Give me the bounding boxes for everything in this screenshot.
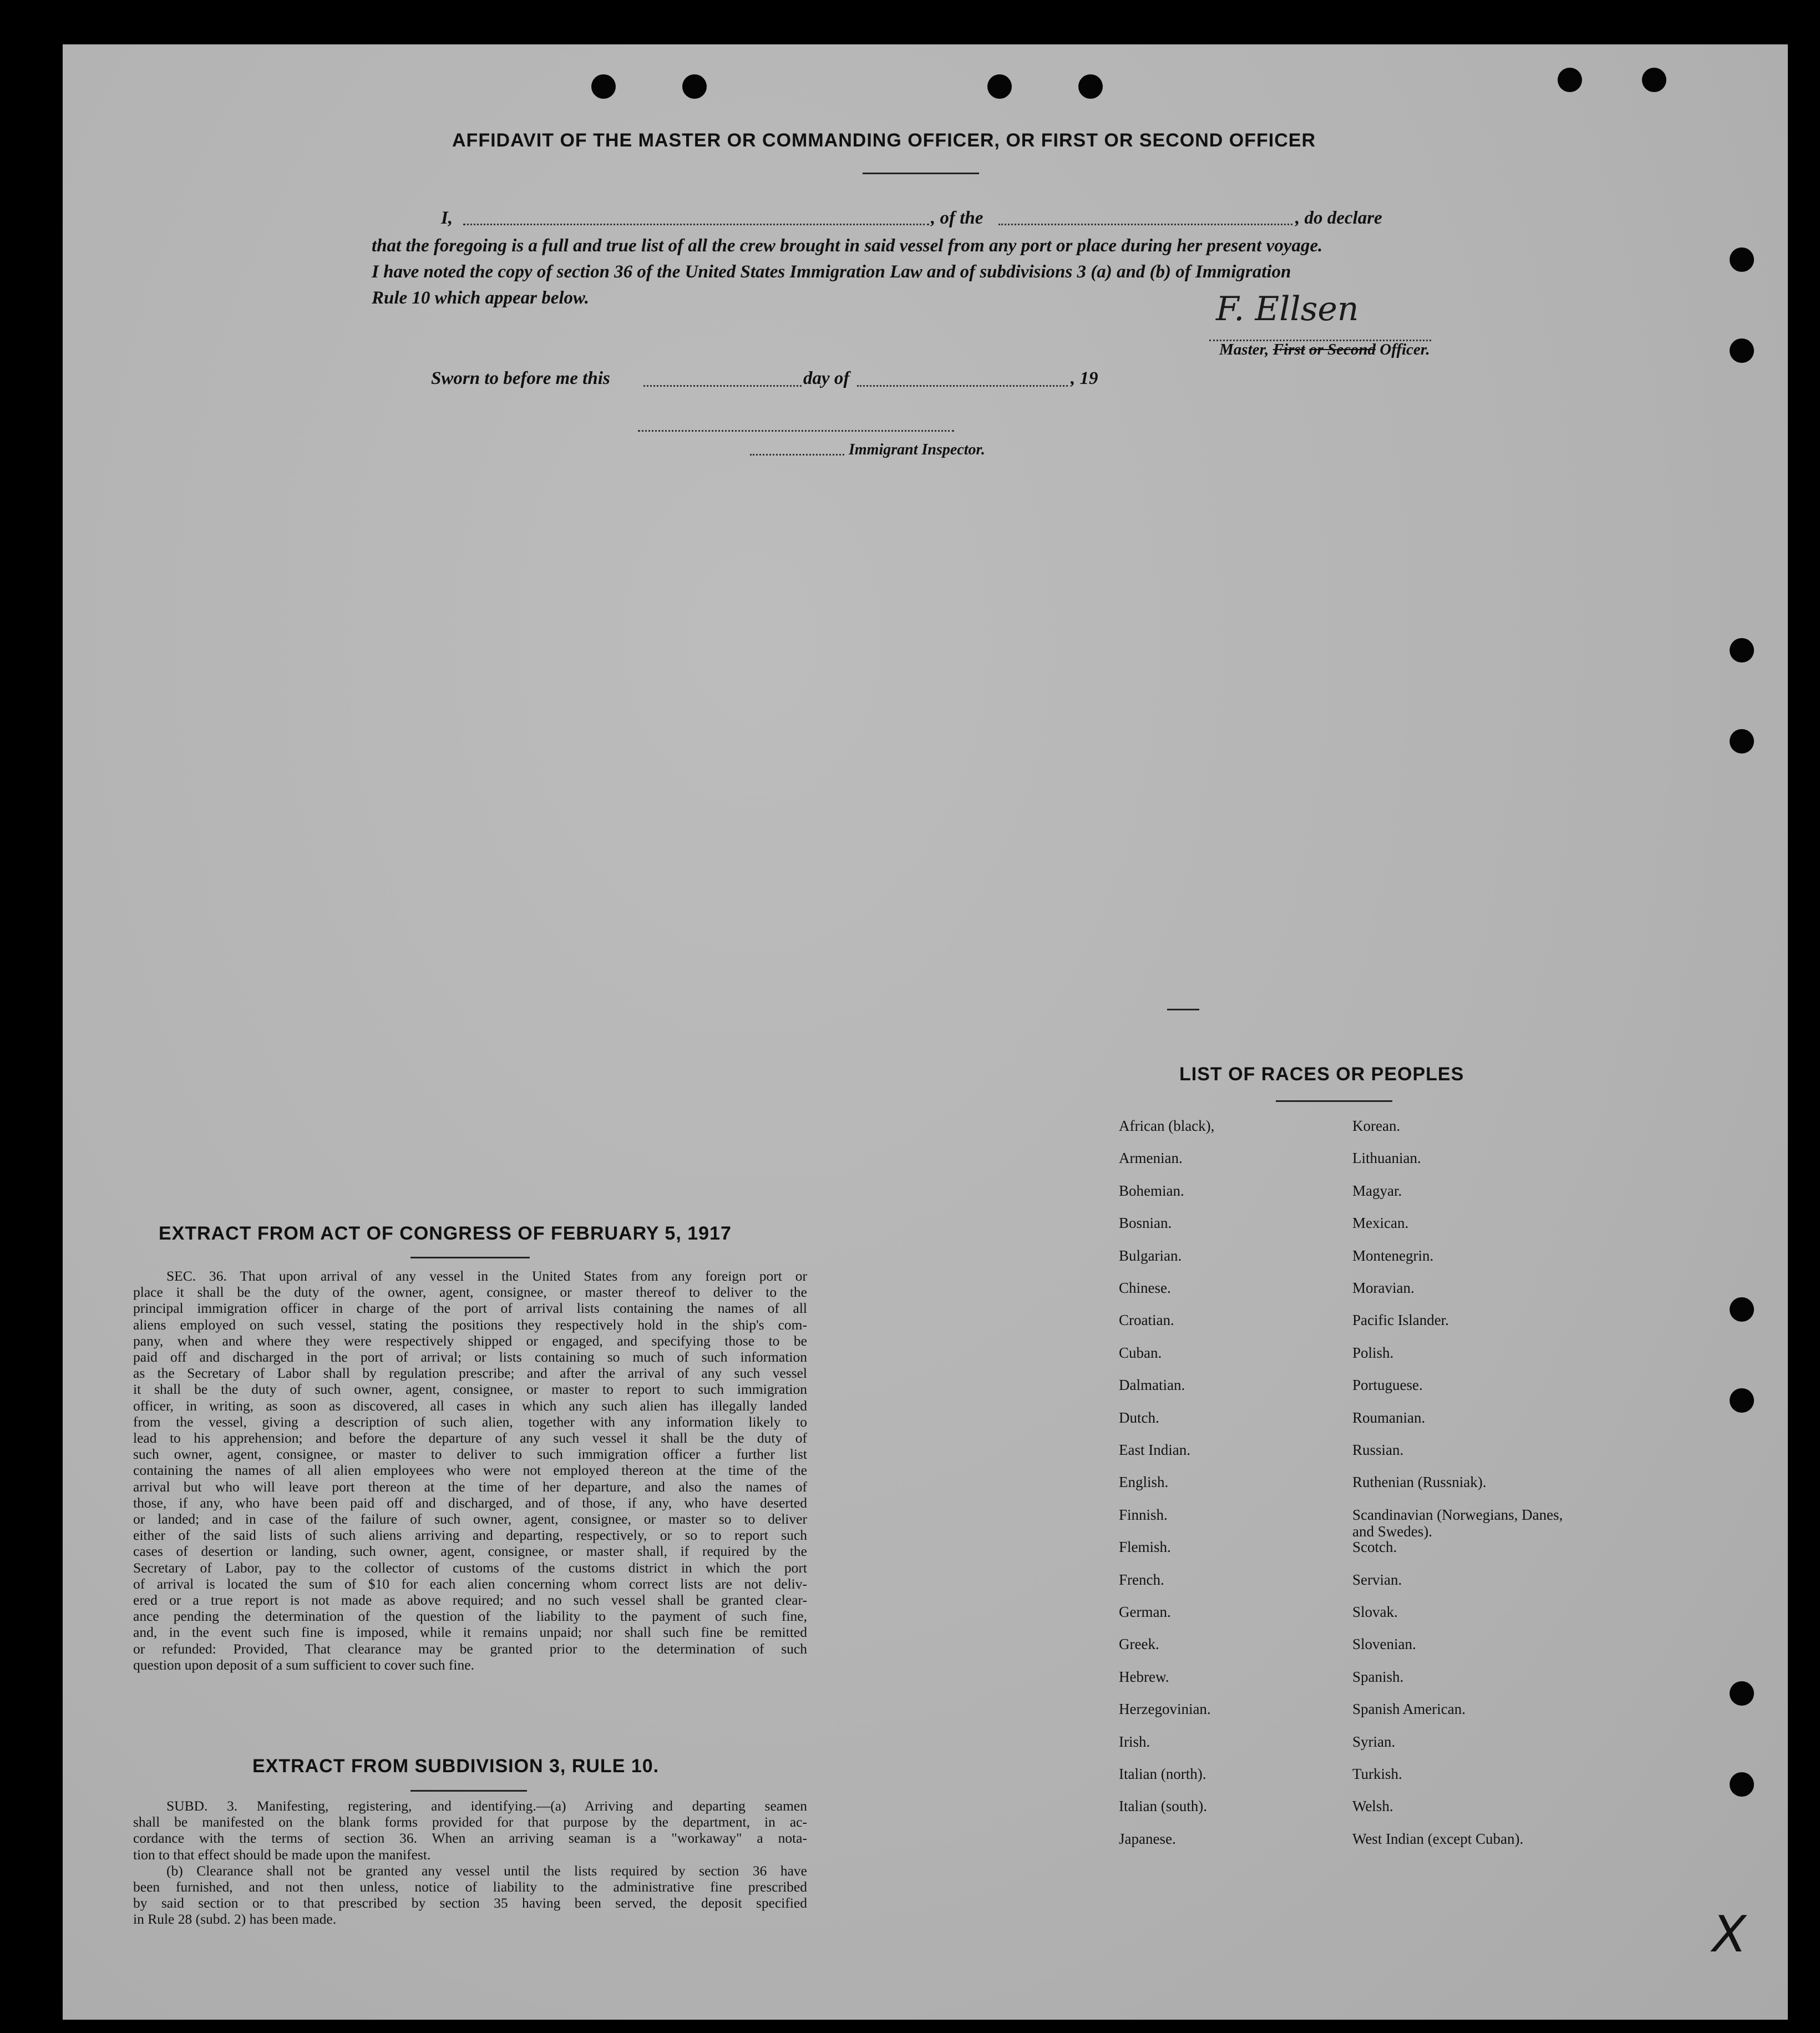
race-item: Servian. bbox=[1352, 1571, 1402, 1588]
race-item: Croatian. bbox=[1119, 1312, 1174, 1329]
extract-rule-rule bbox=[410, 1790, 527, 1792]
extract-line: place it shall be the duty of the owner, agent, consignee, or master thereof to deliver to the bbox=[133, 1284, 807, 1301]
race-item: West Indian (except Cuban). bbox=[1352, 1830, 1524, 1847]
race-item: Welsh. bbox=[1352, 1798, 1393, 1815]
race-item: Mexican. bbox=[1352, 1215, 1409, 1232]
punch-hole bbox=[1078, 74, 1103, 99]
year-label: , 19 bbox=[1071, 368, 1098, 388]
race-item: Dalmatian. bbox=[1119, 1377, 1185, 1394]
race-item: Chinese. bbox=[1119, 1280, 1171, 1296]
vessel-blank bbox=[998, 224, 1292, 225]
stray-mark bbox=[1167, 1009, 1199, 1010]
extract-line: been furnished, and not then unless, notice of liability to the administrative fine prescribed bbox=[133, 1879, 807, 1895]
race-item: Bosnian. bbox=[1119, 1215, 1172, 1232]
extract-line: ered or a true report is not made as above required; and no such vessel shall be granted clear- bbox=[133, 1592, 807, 1608]
race-item: Scandinavian (Norwegians, Danes, and Swedes). bbox=[1352, 1506, 1563, 1540]
extract-line: from the vessel, giving a description of such alien, together with any information likely to bbox=[133, 1413, 807, 1430]
punch-hole bbox=[1730, 338, 1754, 363]
race-item: Bohemian. bbox=[1119, 1182, 1184, 1199]
extract-act-title: EXTRACT FROM ACT OF CONGRESS OF FEBRUARY 5, 1917 bbox=[159, 1223, 732, 1244]
punch-hole bbox=[1730, 247, 1754, 272]
race-item: Japanese. bbox=[1119, 1830, 1176, 1847]
race-item: Pacific Islander. bbox=[1352, 1312, 1449, 1329]
extract-line: shall be manifested on the blank forms provided for that purpose by the department, in ac- bbox=[133, 1814, 807, 1830]
race-item: Herzegovinian. bbox=[1119, 1701, 1211, 1718]
extract-line: those, if any, who have been paid off and discharged, and of those, if any, who have deserted bbox=[133, 1494, 807, 1511]
race-item: Spanish. bbox=[1352, 1668, 1404, 1685]
extract-line: or landed; and in case of the failure of such owner, agent, consignee, or master so to deliver bbox=[133, 1511, 807, 1527]
extract-line: either of the said lists of such aliens arriving and departing, respectively, or so to report such bbox=[133, 1527, 807, 1544]
extract-line: of arrival is located the sum of $10 for each alien concerning whom correct lists are not deliv- bbox=[133, 1575, 807, 1592]
extract-line: (b) Clearance shall not be granted any vessel until the lists required by section 36 have bbox=[166, 1862, 807, 1879]
inspector-signature-blank bbox=[638, 430, 954, 432]
extract-line: aliens employed on such vessel, stating the positions they respectively hold in the ship's com- bbox=[133, 1316, 807, 1333]
extract-line: pany, when and where they were respectively shipped or engaged, and specifying those to be bbox=[133, 1332, 807, 1349]
race-item: Spanish American. bbox=[1352, 1701, 1466, 1718]
extract-line: cordance with the terms of section 36. When an arriving seaman is a "workaway" a nota- bbox=[133, 1830, 807, 1847]
affidavit-title-rule bbox=[863, 173, 979, 174]
extract-line: Secretary of Labor, pay to the collector of customs of the customs district in which the port bbox=[133, 1559, 807, 1576]
race-item: Syrian. bbox=[1352, 1733, 1396, 1750]
extract-line: by said section or to that prescribed by section 35 having been served, the deposit specified bbox=[133, 1895, 807, 1911]
extract-line: arrival but who will leave port thereon at the time of her departure, and also the names of bbox=[133, 1478, 807, 1495]
sworn-month-blank bbox=[857, 385, 1068, 387]
punch-hole bbox=[1558, 68, 1582, 92]
punch-hole bbox=[1730, 1297, 1754, 1322]
inspector-blank-short bbox=[750, 454, 844, 456]
punch-hole bbox=[1730, 638, 1754, 663]
corner-handwritten-mark: X bbox=[1706, 1905, 1751, 1964]
extract-rule-title: EXTRACT FROM SUBDIVISION 3, RULE 10. bbox=[252, 1756, 660, 1777]
extract-line: such owner, agent, consignee, or master to deliver to such immigration officer a further list bbox=[133, 1446, 807, 1463]
document-page bbox=[63, 44, 1788, 2020]
extract-line: SUBD. 3. Manifesting, registering, and identifying.—(a) Arriving and departing seamen bbox=[166, 1798, 807, 1814]
extract-line: lead to his apprehension; and before the departure of any such vessel it shall be the duty of bbox=[133, 1430, 807, 1446]
extract-line: it shall be the duty of such owner, agent, consignee, or master to report to such immigration bbox=[133, 1381, 807, 1398]
inspector-label: Immigrant Inspector. bbox=[849, 441, 985, 458]
extract-line: containing the names of all alien employees who were not employed thereon at the time of the bbox=[133, 1462, 807, 1479]
extract-line: principal immigration officer in charge of the port of arrival lists containing the names of all bbox=[133, 1300, 807, 1317]
affidavit-title: AFFIDAVIT OF THE MASTER OR COMMANDING OFFICER, OR FIRST OR SECOND OFFICER bbox=[452, 130, 1316, 151]
race-item: Korean. bbox=[1352, 1117, 1401, 1134]
race-item: Moravian. bbox=[1352, 1280, 1415, 1296]
extract-act-rule bbox=[410, 1257, 530, 1258]
race-item: Lithuanian. bbox=[1352, 1150, 1421, 1167]
race-item: Dutch. bbox=[1119, 1409, 1159, 1426]
extract-line: or refunded: Provided, That clearance may be granted prior to the determination of such bbox=[133, 1640, 807, 1657]
race-item: Hebrew. bbox=[1119, 1668, 1169, 1685]
race-item: Polish. bbox=[1352, 1344, 1394, 1361]
officer-signature: F. Ellsen bbox=[1216, 290, 1359, 328]
affidavit-line2: that the foregoing is a full and true list of all the crew brought in said vessel from any port or place during her present voyage. bbox=[372, 236, 1323, 256]
extract-line: question upon deposit of a sum sufficient to cover such fine. bbox=[133, 1656, 474, 1673]
punch-hole bbox=[591, 74, 616, 99]
race-item: African (black), bbox=[1119, 1117, 1215, 1134]
race-item: Greek. bbox=[1119, 1636, 1159, 1653]
affidavit-line1-of-the: , of the bbox=[931, 208, 983, 228]
race-item: Russian. bbox=[1352, 1442, 1404, 1458]
race-item: Portuguese. bbox=[1352, 1377, 1423, 1394]
extract-line: officer, in writing, as soon as discovered, all cases in which any such alien has illegally landed bbox=[133, 1397, 807, 1414]
affidavit-line1-i: I, bbox=[441, 208, 453, 228]
race-item: Slovak. bbox=[1352, 1604, 1398, 1620]
sworn-label: Sworn to before me this bbox=[431, 368, 610, 388]
extract-line: and, in the event such fine is imposed, while it remains unpaid; nor shall such fine be remitted bbox=[133, 1624, 807, 1641]
race-item: Italian (north). bbox=[1119, 1766, 1206, 1782]
extract-line: tion to that effect should be made upon the manifest. bbox=[133, 1846, 431, 1863]
punch-hole bbox=[1642, 68, 1666, 92]
race-item: English. bbox=[1119, 1474, 1169, 1491]
race-item: German. bbox=[1119, 1604, 1171, 1620]
punch-hole bbox=[1730, 1388, 1754, 1413]
punch-hole bbox=[1730, 729, 1754, 753]
extract-line: as the Secretary of Labor shall by regulation prescribe; and after the arrival of any such vessel bbox=[133, 1365, 807, 1382]
races-title-rule bbox=[1276, 1100, 1392, 1102]
race-item: East Indian. bbox=[1119, 1442, 1190, 1458]
extract-line: cases of desertion or landing, such owner, agent, consignee, or master shall, if required by the bbox=[133, 1543, 807, 1560]
race-item: Finnish. bbox=[1119, 1506, 1168, 1523]
race-item: Turkish. bbox=[1352, 1766, 1402, 1782]
punch-hole bbox=[987, 74, 1012, 99]
affidavit-line4: Rule 10 which appear below. bbox=[372, 288, 590, 308]
race-item: Ruthenian (Russniak). bbox=[1352, 1474, 1487, 1491]
race-item: Scotch. bbox=[1352, 1539, 1397, 1556]
extract-line: SEC. 36. That upon arrival of any vessel in the United States from any foreign port or bbox=[166, 1268, 807, 1284]
race-item: Italian (south). bbox=[1119, 1798, 1207, 1815]
affidavit-line3: I have noted the copy of section 36 of the United States Immigration Law and of subdivisions 3 (a) and (b) of Immigration bbox=[372, 262, 1291, 282]
extract-line: in Rule 28 (subd. 2) has been made. bbox=[133, 1911, 337, 1928]
punch-hole bbox=[1730, 1681, 1754, 1706]
race-item: Magyar. bbox=[1352, 1182, 1402, 1199]
race-item: Roumanian. bbox=[1352, 1409, 1426, 1426]
race-item: Cuban. bbox=[1119, 1344, 1162, 1361]
punch-hole bbox=[682, 74, 707, 99]
extract-line: ance pending the determination of the question of the liability to the payment of such fine, bbox=[133, 1608, 807, 1625]
race-item: Armenian. bbox=[1119, 1150, 1183, 1167]
sworn-day-blank bbox=[643, 385, 802, 387]
race-item: Irish. bbox=[1119, 1733, 1150, 1750]
day-of-label: day of bbox=[803, 368, 850, 388]
race-item: Flemish. bbox=[1119, 1539, 1171, 1556]
race-item: Bulgarian. bbox=[1119, 1247, 1182, 1264]
affidavit-line1-declare: , do declare bbox=[1295, 208, 1382, 228]
extract-line: paid off and discharged in the port of arrival; or lists containing so much of such information bbox=[133, 1349, 807, 1365]
race-item: Montenegrin. bbox=[1352, 1247, 1434, 1264]
race-item: French. bbox=[1119, 1571, 1164, 1588]
races-title: LIST OF RACES OR PEOPLES bbox=[1179, 1064, 1464, 1085]
race-item: Slovenian. bbox=[1352, 1636, 1416, 1653]
punch-hole bbox=[1730, 1772, 1754, 1797]
officer-title: Master, First or Second Officer. bbox=[1219, 341, 1430, 358]
name-blank bbox=[463, 224, 929, 225]
